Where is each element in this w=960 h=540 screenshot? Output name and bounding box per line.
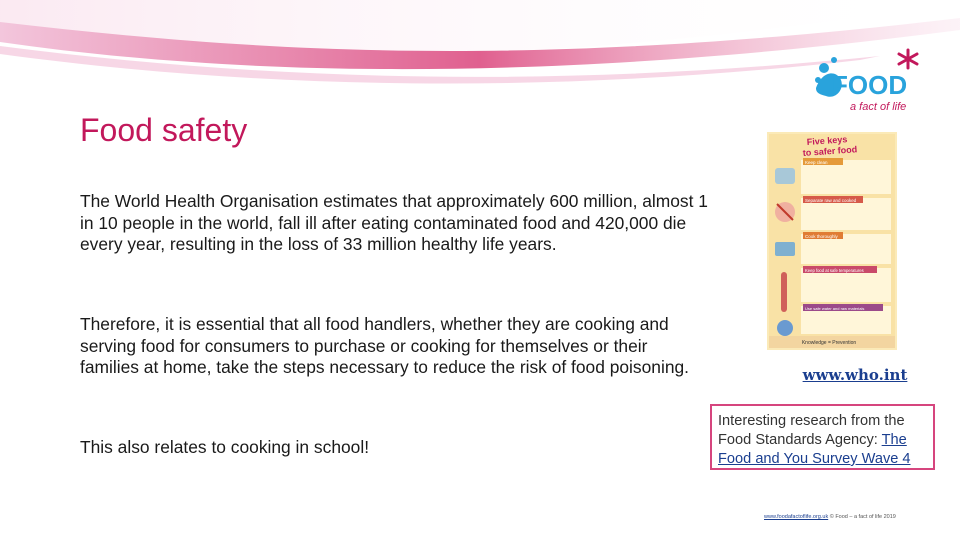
svg-text:Cook thoroughly: Cook thoroughly [805, 234, 838, 239]
footer-copyright: © Food – a fact of life 2019 [829, 514, 896, 520]
food-and-you-survey-link[interactable]: The Food and You Survey Wave 4 [718, 432, 911, 467]
five-keys-poster [767, 132, 897, 350]
food-a-fact-of-life-logo [812, 48, 930, 116]
page-title: Food safety [80, 112, 248, 148]
svg-text:Knowledge = Prevention: Knowledge = Prevention [801, 340, 857, 346]
research-callout-box [710, 404, 935, 470]
footer [764, 514, 896, 520]
svg-text:Keep food at safe temperatures: Keep food at safe temperatures [805, 268, 864, 273]
svg-text:Keep clean: Keep clean [805, 160, 828, 165]
svg-text:Five keys: Five keys [806, 134, 848, 147]
footer-website-link[interactable]: www.foodafactoflife.org.uk [764, 514, 829, 520]
who-statistic-paragraph: The World Health Organisation estimates that approximately 600 million, almost 1 in 10 people in the world, fall ill after eating contaminated food and 420,000 die every year, resulting in the loss of 33 million healthy life years. [80, 191, 708, 254]
svg-text:Separate raw and cooked: Separate raw and cooked [805, 198, 857, 203]
svg-text:Use safe water and raw materia: Use safe water and raw materials [805, 306, 865, 311]
research-text: Interesting research from the Food Standards Agency: [718, 413, 905, 448]
svg-text:to safer food: to safer food [802, 144, 858, 158]
svg-text:a fact of life: a fact of life [850, 101, 907, 113]
food-handlers-paragraph: Therefore, it is essential that all food handlers, whether they are cooking and serving food for consumers to purchase or cooking for themselves or their families at home, take the steps necessary to reduce the risk of food poisoning. [80, 314, 690, 377]
school-cooking-paragraph: This also relates to cooking in school! [80, 437, 370, 457]
who-website-link[interactable]: www.who.int [802, 366, 908, 384]
svg-text:FOOD: FOOD [832, 70, 908, 100]
